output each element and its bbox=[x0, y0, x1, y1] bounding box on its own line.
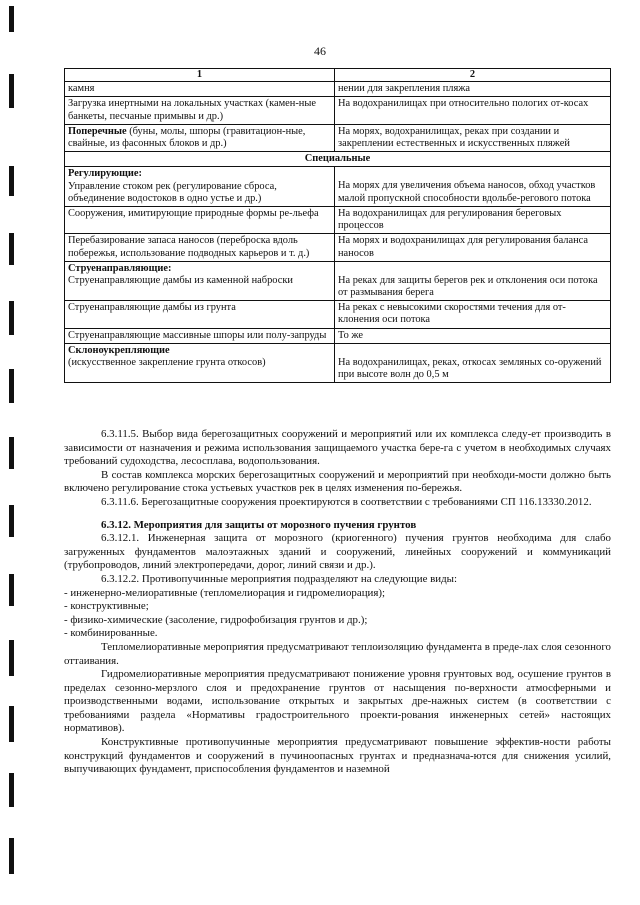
table-cell bbox=[335, 343, 611, 382]
table-cell: Струенаправляющие дамбы из грунта bbox=[65, 301, 335, 328]
binding-mark bbox=[9, 74, 14, 108]
table-cell: Перебазирование запаса наносов (переброска вдоль побережья, использование подводных карьеров и т. д.) bbox=[65, 234, 335, 261]
list-item: - физико-химические (засоление, гидрофобизация грунтов и др.); bbox=[64, 613, 368, 626]
table-row bbox=[65, 207, 611, 234]
table-cell bbox=[65, 343, 335, 382]
paragraph: Тепломелиоративные мероприятия предусматривают теплоизоляцию фундамента в преде-лах слоя сезонного оттаивания. bbox=[64, 640, 611, 667]
type-name: Поперечные bbox=[68, 125, 127, 137]
paragraph: 6.3.12.1. Инженерная защита от морозного (криогенного) пучения грунтов необходима для слабо загруженных фундаментов малоэтажных зданий и сооружений, линейных сооружений и коммуникаций (трубопроводов, линий электропередачи, дорог, линий связи и др.). bbox=[64, 532, 611, 572]
table-row bbox=[65, 124, 611, 151]
cell-text: (искусственное закрепление грунта откосов) bbox=[68, 357, 266, 369]
binding-mark bbox=[9, 166, 14, 196]
table-header-row bbox=[65, 69, 611, 82]
binding-mark bbox=[9, 233, 14, 265]
body-text bbox=[64, 428, 611, 777]
section-heading: Специальные bbox=[65, 152, 611, 167]
binding-mark bbox=[9, 505, 14, 537]
binding-mark bbox=[9, 706, 14, 742]
section-row bbox=[65, 152, 611, 167]
table-cell bbox=[335, 167, 611, 207]
table-cell: Струенаправляющие массивные шпоры или полу-запруды bbox=[65, 328, 335, 343]
page-number: 46 bbox=[314, 44, 326, 58]
binding-mark bbox=[9, 301, 14, 335]
measures-table bbox=[64, 68, 611, 383]
type-description: (буны, молы, шпоры (гравитацион-ные, свайные, из фасонных блоков и др.) bbox=[68, 125, 306, 150]
group-heading: Регулирующие: bbox=[68, 168, 142, 180]
binding-mark bbox=[9, 6, 14, 32]
table-cell bbox=[335, 261, 611, 300]
paragraph: Конструктивные противопучинные мероприятия предусматривают повышение эффектив-ности работы конструкций фундаментов и сооружений в пучиноопасных грунтах и предназнача-ются для снижения усилий, выпучивающих фундамент, приспособления фундаментов и наземной bbox=[64, 736, 611, 776]
paragraph: 6.3.11.6. Берегозащитные сооружения проектируются в соответствии с требованиями СП 116.13330.2012. bbox=[101, 495, 592, 508]
table-cell: Загрузка инертными на локальных участках (камен-ные банкеты, песчаные примывы и др.) bbox=[65, 97, 335, 124]
table-row bbox=[65, 343, 611, 382]
table-cell: На реках с невысокими скоростями течения для от-клонения оси потока bbox=[335, 301, 611, 328]
table-cell: Сооружения, имитирующие природные формы ре-льефа bbox=[65, 207, 335, 234]
group-heading: Струенаправляющие: bbox=[68, 262, 172, 274]
section-heading: 6.3.12. Мероприятия для защиты от морозного пучения грунтов bbox=[101, 518, 417, 531]
column-header: 1 bbox=[65, 69, 335, 82]
table-cell bbox=[65, 261, 335, 300]
table-cell: камня bbox=[65, 82, 335, 97]
paragraph: 6.3.11.5. Выбор вида берегозащитных сооружений и мероприятий или их комплекса следу-ет производить в зависимости от назначения и режима использования защищаемого участка бере-га с учетом в необходимых случаях требований судоходства, лесосплава, водопользования. bbox=[64, 428, 611, 468]
paragraph: Гидромелиоративные мероприятия предусматривают понижение уровня грунтовых вод, осушение грунтов в пределах сезонно-мерзлого слоя и предохранение грунтов от насыщения по-верхности атмосферными и производственными водами, использование открытых и закрытых дре-нажных систем (в соответствии с требованиями раздела «Нормативы градостроительного проекти-рования инженерных сетей» настоящих нормативов). bbox=[64, 668, 611, 735]
binding-mark bbox=[9, 437, 14, 469]
group-heading: Склоноукрепляющие bbox=[68, 344, 170, 356]
table-row bbox=[65, 82, 611, 97]
table-cell: нении для закрепления пляжа bbox=[335, 82, 611, 97]
cell-text: Струенаправляющие дамбы из каменной наброски bbox=[68, 275, 293, 287]
paragraph: В состав комплекса морских берегозащитных сооружений и мероприятий при необходи-мости должно быть включено регулирование стока устьевых участков рек в целях изменения по-бережья. bbox=[64, 468, 611, 495]
cell-text: На водохранилищах, реках, откосах земляных со-оружений при высоте волн до 0,5 м bbox=[338, 356, 602, 381]
table-cell bbox=[65, 167, 335, 207]
table-cell: На водохранилищах для регулирования береговых процессов bbox=[335, 207, 611, 234]
table-cell bbox=[65, 124, 335, 151]
cell-text: Управление стоком рек (регулирование сброса, объединение водостоков в одно устье и др.) bbox=[68, 180, 277, 204]
binding-mark bbox=[9, 838, 14, 874]
table-row bbox=[65, 97, 611, 124]
table-cell: На морях, водохранилищах, реках при создании и закреплении естественных и искусственных пляжей bbox=[335, 124, 611, 151]
cell-text: На морях для увеличения объема наносов, обход участков малой пропускной способности вдольбе-регового потока bbox=[338, 180, 596, 204]
binding-mark bbox=[9, 369, 14, 403]
binding-mark bbox=[9, 640, 14, 676]
list-item: - конструктивные; bbox=[64, 600, 149, 613]
paragraph: 6.3.12.2. Противопучинные мероприятия подразделяют на следующие виды: bbox=[101, 572, 457, 585]
table-row bbox=[65, 261, 611, 300]
cell-text: На реках для защиты берегов рек и отклонения оси потока от размывания берега bbox=[338, 274, 598, 299]
table-cell: То же bbox=[335, 328, 611, 343]
binding-mark bbox=[9, 574, 14, 606]
list-item: - инженерно-мелиоративные (тепломелиорация и гидромелиорация); bbox=[64, 586, 386, 599]
binding-mark bbox=[9, 773, 14, 807]
table-row bbox=[65, 328, 611, 343]
column-header: 2 bbox=[335, 69, 611, 82]
table-row bbox=[65, 301, 611, 328]
table-cell: На водохранилищах при относительно пологих от-косах bbox=[335, 97, 611, 124]
table-row bbox=[65, 167, 611, 207]
list-item: - комбинированные. bbox=[64, 627, 158, 640]
table-row bbox=[65, 234, 611, 261]
table-cell: На морях и водохранилищах для регулирования баланса наносов bbox=[335, 234, 611, 261]
